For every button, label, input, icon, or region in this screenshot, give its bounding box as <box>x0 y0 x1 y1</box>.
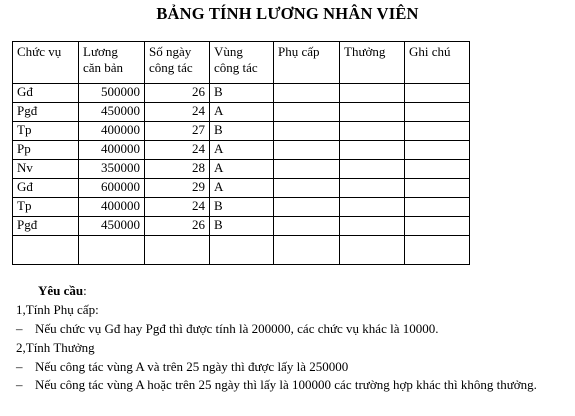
page-title: BẢNG TÍNH LƯƠNG NHÂN VIÊN <box>156 4 419 23</box>
requirements-heading <box>16 281 571 300</box>
cell-vung: B <box>210 84 274 103</box>
cell-ghi-chu <box>405 122 470 141</box>
cell-phu-cap <box>274 103 340 122</box>
table-row <box>13 160 470 179</box>
cell-so-ngay: 26 <box>145 217 210 236</box>
header-thuong-label: Thưởng <box>344 44 386 59</box>
cell-luong: 400000 <box>79 122 145 141</box>
cell-so-ngay <box>145 236 210 265</box>
table-row <box>13 179 470 198</box>
requirement-2-rule-1-text: Nếu công tác vùng A và trên 25 ngày thì được lấy là 250000 <box>35 359 349 374</box>
salary-table <box>12 41 470 265</box>
requirement-1-title: 1,Tính Phụ cấp: <box>16 302 99 317</box>
cell-vung: A <box>210 141 274 160</box>
requirements-section <box>16 281 571 393</box>
header-ghi-chu <box>405 42 470 84</box>
requirement-2-rule-2-text: Nếu công tác vùng A hoặc trên 25 ngày thì lấy là 100000 các trường hợp khác thì không thưởng. <box>35 377 537 392</box>
header-ghi-chu-label: Ghi chú <box>409 44 451 59</box>
cell-ghi-chu <box>405 179 470 198</box>
cell-thuong <box>340 217 405 236</box>
cell-so-ngay: 26 <box>145 84 210 103</box>
cell-thuong <box>340 141 405 160</box>
cell-so-ngay: 27 <box>145 122 210 141</box>
cell-vung: B <box>210 198 274 217</box>
cell-ghi-chu <box>405 160 470 179</box>
cell-phu-cap <box>274 122 340 141</box>
cell-luong: 400000 <box>79 141 145 160</box>
cell-phu-cap <box>274 179 340 198</box>
cell-vung: A <box>210 160 274 179</box>
table-header-row <box>13 42 470 84</box>
cell-luong: 500000 <box>79 84 145 103</box>
requirement-1-rule-text: Nếu chức vụ Gđ hay Pgđ thì được tính là 200000, các chức vụ khác là 10000. <box>35 321 439 336</box>
header-luong-line1: Lương <box>83 44 118 59</box>
cell-so-ngay: 24 <box>145 141 210 160</box>
cell-thuong <box>340 122 405 141</box>
dash-bullet: – <box>16 359 23 374</box>
cell-chuc-vu: Tp <box>13 198 79 217</box>
cell-chuc-vu: Pgđ <box>13 217 79 236</box>
table-row <box>13 103 470 122</box>
cell-chuc-vu: Gđ <box>13 179 79 198</box>
cell-vung: B <box>210 122 274 141</box>
cell-luong: 350000 <box>79 160 145 179</box>
requirement-2-rule-2 <box>16 376 571 393</box>
cell-phu-cap <box>274 84 340 103</box>
cell-thuong <box>340 198 405 217</box>
cell-ghi-chu <box>405 84 470 103</box>
cell-phu-cap <box>274 236 340 265</box>
table-row <box>13 217 470 236</box>
requirement-1-rule <box>16 319 571 338</box>
requirement-2-title: 2,Tính Thưởng <box>16 340 95 355</box>
cell-thuong <box>340 84 405 103</box>
cell-ghi-chu <box>405 236 470 265</box>
table-row-empty <box>13 236 470 265</box>
cell-phu-cap <box>274 198 340 217</box>
cell-phu-cap <box>274 217 340 236</box>
cell-chuc-vu: Pgđ <box>13 103 79 122</box>
cell-vung: A <box>210 103 274 122</box>
header-chuc-vu-label: Chức vụ <box>17 44 62 59</box>
header-luong-line2: căn bản <box>83 60 124 75</box>
cell-ghi-chu <box>405 103 470 122</box>
cell-so-ngay: 24 <box>145 103 210 122</box>
header-so-ngay-cong-tac <box>145 42 210 84</box>
requirement-2-rule-1 <box>16 357 571 376</box>
cell-luong: 450000 <box>79 217 145 236</box>
cell-ghi-chu <box>405 217 470 236</box>
cell-phu-cap <box>274 160 340 179</box>
dash-bullet: – <box>16 377 23 392</box>
cell-luong: 400000 <box>79 198 145 217</box>
cell-chuc-vu <box>13 236 79 265</box>
table-row <box>13 84 470 103</box>
requirements-heading-text: Yêu cầu <box>38 283 84 298</box>
header-vung-line2: công tác <box>214 60 258 75</box>
table-row <box>13 141 470 160</box>
cell-vung: A <box>210 179 274 198</box>
header-phu-cap-label: Phụ cấp <box>278 44 320 59</box>
cell-luong: 450000 <box>79 103 145 122</box>
cell-so-ngay: 28 <box>145 160 210 179</box>
table-row <box>13 122 470 141</box>
cell-thuong <box>340 179 405 198</box>
cell-phu-cap <box>274 141 340 160</box>
header-vung-line1: Vùng <box>214 44 243 59</box>
header-phu-cap <box>274 42 340 84</box>
cell-luong: 600000 <box>79 179 145 198</box>
cell-chuc-vu: Tp <box>13 122 79 141</box>
cell-chuc-vu: Gđ <box>13 84 79 103</box>
cell-chuc-vu: Pp <box>13 141 79 160</box>
requirements-heading-colon: : <box>83 283 87 298</box>
cell-thuong <box>340 160 405 179</box>
cell-thuong <box>340 103 405 122</box>
cell-ghi-chu <box>405 198 470 217</box>
cell-ghi-chu <box>405 141 470 160</box>
cell-thuong <box>340 236 405 265</box>
cell-so-ngay: 24 <box>145 198 210 217</box>
header-chuc-vu <box>13 42 79 84</box>
cell-chuc-vu: Nv <box>13 160 79 179</box>
header-luong-can-ban <box>79 42 145 84</box>
header-so-ngay-line1: Số ngày <box>149 44 192 59</box>
header-vung-cong-tac <box>210 42 274 84</box>
cell-so-ngay: 29 <box>145 179 210 198</box>
cell-vung <box>210 236 274 265</box>
header-thuong <box>340 42 405 84</box>
cell-luong <box>79 236 145 265</box>
cell-vung: B <box>210 217 274 236</box>
dash-bullet: – <box>16 321 23 336</box>
table-row <box>13 198 470 217</box>
header-so-ngay-line2: công tác <box>149 60 193 75</box>
